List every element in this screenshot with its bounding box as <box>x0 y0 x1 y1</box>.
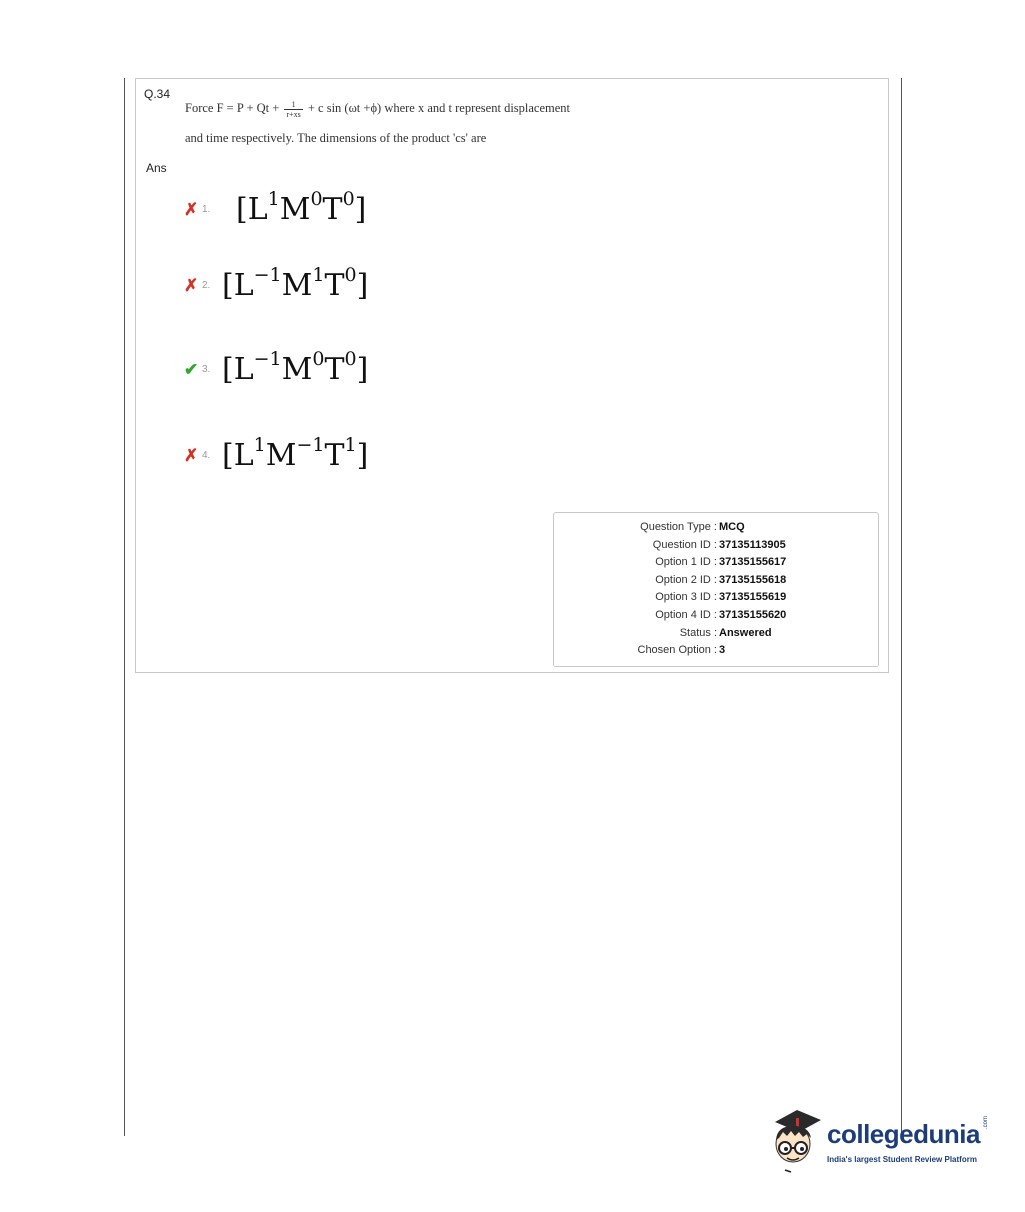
exp-M: 0 <box>312 348 325 370</box>
question-panel <box>135 78 889 673</box>
check-mark-icon: ✔ <box>184 359 199 379</box>
option-number: 1. <box>202 203 211 215</box>
wrong-mark-icon: ✗ <box>184 275 199 295</box>
info-value: MCQ <box>719 521 745 533</box>
option-3 <box>184 349 368 389</box>
question-text-line-1 <box>185 93 785 121</box>
collegedunia-logo[interactable] <box>767 1104 1007 1174</box>
exp-M: 0 <box>310 188 323 210</box>
option-1 <box>184 189 366 229</box>
exp-L: −1 <box>253 348 282 370</box>
exp-T: 0 <box>344 264 357 286</box>
logo-wordmark: collegedunia <box>827 1119 980 1149</box>
question-text-part-a: Force F = P + Qt + <box>185 101 280 115</box>
info-value: 3 <box>719 644 726 656</box>
question-text-line-2: and time respectively. The dimensions of the product 'cs' are <box>185 131 487 145</box>
logo-tagline: India's largest Student Review Platform <box>827 1155 977 1164</box>
exp-T: 0 <box>344 348 357 370</box>
info-key: Question Type : <box>640 521 717 533</box>
question-text <box>185 93 785 146</box>
fraction-numerator: 1 <box>284 100 302 110</box>
info-key: Option 2 ID : <box>655 574 717 586</box>
info-value: 37135155619 <box>719 591 787 603</box>
info-option-3-id <box>554 589 880 606</box>
info-option-1-id <box>554 554 880 571</box>
info-value: 37135113905 <box>719 539 786 551</box>
exp-M: −1 <box>296 434 325 456</box>
logo-domain-suffix: .com <box>983 1115 989 1129</box>
option-4 <box>184 435 368 475</box>
info-key: Status : <box>679 627 717 639</box>
exp-L: 1 <box>253 434 266 456</box>
option-number: 2. <box>202 279 211 291</box>
exp-L: −1 <box>253 264 282 286</box>
option-formula: $[L^1M^0T^0]$ <box>236 188 367 227</box>
option-formula: $[L^{-1}M^0T^0]$ <box>222 348 369 387</box>
info-key: Option 4 ID : <box>655 609 717 621</box>
question-fraction <box>284 100 302 119</box>
info-key: Option 1 ID : <box>655 556 717 568</box>
info-value: 37135155620 <box>719 609 787 621</box>
info-value: 37135155618 <box>719 574 787 586</box>
fraction-denominator: r+xs <box>286 109 301 119</box>
exp-T: 1 <box>344 434 357 456</box>
exp-L: 1 <box>267 188 280 210</box>
info-option-2-id <box>554 572 880 589</box>
info-key: Question ID : <box>652 539 717 551</box>
page-left-rule <box>124 78 125 1136</box>
info-question-type <box>554 519 880 536</box>
exp-M: 1 <box>312 264 325 286</box>
wrong-mark-icon: ✗ <box>184 199 199 219</box>
exp-T: 0 <box>342 188 355 210</box>
option-number: 4. <box>202 449 211 461</box>
option-number: 3. <box>202 363 211 375</box>
wrong-mark-icon: ✗ <box>184 445 199 465</box>
question-number: Q.34 <box>144 87 171 101</box>
question-text-part-b: + c sin (ωt +ϕ) where x and t represent displacement <box>307 101 571 115</box>
info-value: Answered <box>719 627 772 639</box>
page-right-rule <box>901 78 902 1140</box>
option-formula: $[L^{-1}M^1T^0]$ <box>222 264 369 303</box>
mascot-icon <box>767 1104 825 1174</box>
info-option-4-id <box>554 607 880 624</box>
info-chosen-option <box>554 642 880 659</box>
info-key: Option 3 ID : <box>655 591 717 603</box>
info-value: 37135155617 <box>719 556 787 568</box>
question-info-panel <box>553 512 879 667</box>
answer-label: Ans <box>146 161 167 175</box>
option-formula: $[L^1M^{-1}T^1]$ <box>222 434 369 473</box>
option-2 <box>184 265 368 305</box>
info-key: Chosen Option : <box>637 644 717 656</box>
info-status <box>554 625 880 642</box>
info-question-id <box>554 537 880 554</box>
